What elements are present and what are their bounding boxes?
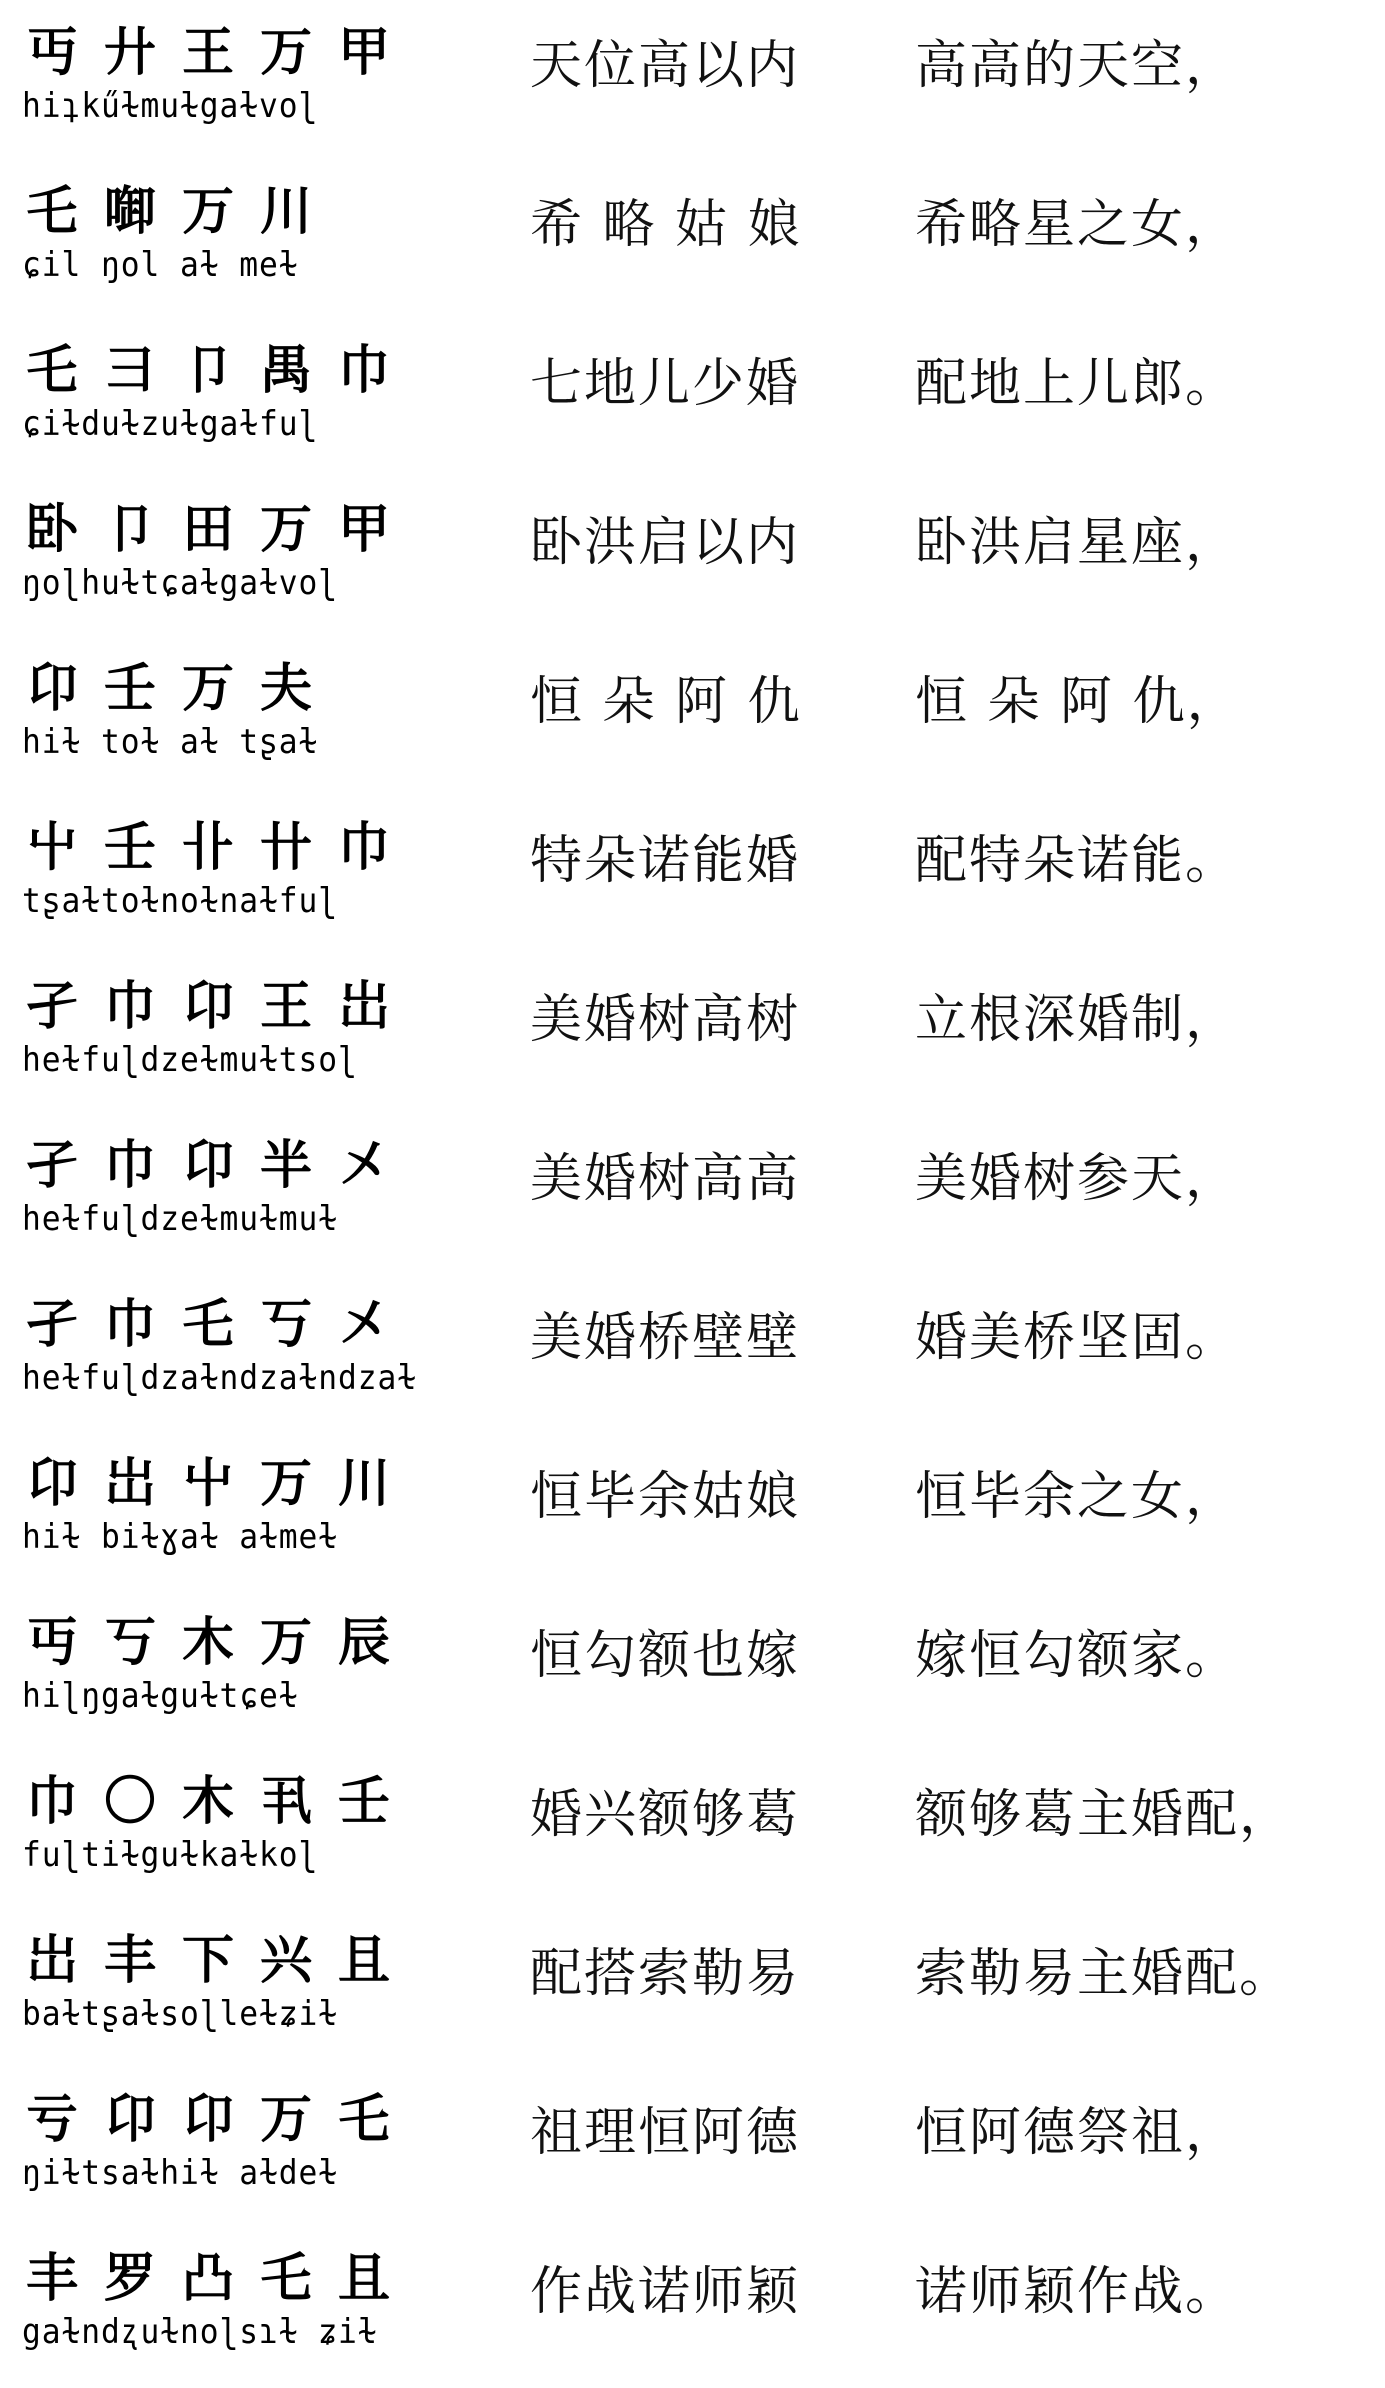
- yi-glyph: 丂: [259, 1295, 322, 1355]
- yi-glyph: 卬: [181, 2090, 244, 2150]
- verse-row: [0, 318, 1385, 477]
- yi-glyph: 丏: [25, 23, 88, 83]
- script-cell: [18, 960, 438, 1090]
- romanization-line: baɫtʂaɫsoɭleɫʑiɫ: [22, 1994, 339, 2034]
- yi-glyph: 卬: [25, 1454, 88, 1514]
- yi-script-line: [18, 10, 408, 85]
- meaning-translation: 婚美桥坚固。: [915, 1308, 1240, 1368]
- script-cell: [18, 6, 438, 136]
- yi-glyph: 木: [181, 1772, 244, 1832]
- yi-glyph: 彐: [103, 341, 166, 401]
- yi-glyph: 万: [181, 182, 244, 242]
- yi-glyph: 㐅: [337, 1136, 400, 1196]
- yi-glyph: 卬: [25, 659, 88, 719]
- yi-glyph: 且: [337, 1931, 400, 1991]
- yi-script-line: [18, 964, 408, 1039]
- yi-glyph: 卩: [103, 500, 166, 560]
- meaning-translation: 高高的天空，: [915, 36, 1240, 96]
- meaning-translation: 配特朵诺能。: [915, 831, 1240, 891]
- romanization-line: ŋiɫtsaɫhiɫ aɫdeɫ: [22, 2153, 339, 2193]
- yi-glyph: 岀: [103, 1454, 166, 1514]
- phonetic-transcription: 卧洪启以内: [530, 513, 801, 573]
- romanization-line: tʂaɫtoɫnoɫnaɫfuɭ: [22, 881, 339, 921]
- verse-row: [0, 1431, 1385, 1590]
- yi-glyph: 卝: [181, 818, 244, 878]
- verse-row: [0, 0, 1385, 159]
- verse-row: [0, 1272, 1385, 1431]
- yi-glyph: 木: [181, 1613, 244, 1673]
- yi-script-line: [18, 1759, 408, 1834]
- yi-glyph: 夫: [259, 659, 322, 719]
- yi-glyph: 禺: [259, 341, 322, 401]
- yi-script-line: [18, 646, 330, 721]
- meaning-translation: 美婚树参天，: [915, 1149, 1240, 1209]
- romanization-line: heɫfuɭdzeɫmuɫmuɫ: [22, 1199, 339, 1239]
- phonetic-transcription: 美婚树高高: [530, 1149, 801, 1209]
- verse-row: [0, 2067, 1385, 2226]
- phonetic-transcription: 七地儿少婚: [530, 354, 801, 414]
- yi-glyph: 孑: [25, 1295, 88, 1355]
- yi-glyph: 屮: [25, 818, 88, 878]
- yi-glyph: 巾: [337, 341, 400, 401]
- yi-glyph: 巾: [337, 818, 400, 878]
- meaning-translation: 嫁恒勾额家。: [915, 1626, 1240, 1686]
- romanization-line: ɕiɫduɫzuɫgaɫfuɭ: [22, 404, 319, 444]
- yi-glyph: 孑: [25, 1136, 88, 1196]
- yi-glyph: 辰: [337, 1613, 400, 1673]
- meaning-translation: 立根深婚制，: [915, 990, 1240, 1050]
- script-cell: [18, 2073, 438, 2203]
- yi-script-line: [18, 1600, 408, 1675]
- yi-glyph: 卧: [25, 500, 88, 560]
- yi-glyph: 丮: [259, 1772, 322, 1832]
- romanization-line: ŋoɭhuɫtɕaɫgaɫvoɭ: [22, 563, 339, 603]
- yi-script-line: [18, 2236, 408, 2311]
- yi-glyph: 凸: [181, 2249, 244, 2309]
- script-cell: [18, 483, 438, 613]
- yi-glyph: 屮: [181, 1454, 244, 1514]
- yi-glyph: 川: [259, 182, 322, 242]
- yi-glyph: 卬: [181, 977, 244, 1037]
- romanization-line: hiɫ toɫ aɫ tʂaɫ: [22, 722, 319, 762]
- yi-glyph: 乇: [25, 182, 88, 242]
- yi-glyph: 万: [259, 23, 322, 83]
- yi-glyph: 㐅: [337, 1295, 400, 1355]
- script-cell: [18, 1119, 438, 1249]
- script-cell: [18, 1596, 438, 1726]
- yi-glyph: 丰: [103, 1931, 166, 1991]
- yi-glyph: 罗: [103, 2249, 166, 2309]
- phonetic-transcription: 配搭索勒易: [530, 1944, 801, 2004]
- yi-glyph: 壬: [103, 818, 166, 878]
- yi-glyph: 万: [259, 1613, 322, 1673]
- phonetic-transcription: 特朵诺能婚: [530, 831, 801, 891]
- script-cell: [18, 1755, 438, 1885]
- meaning-translation: 卧洪启星座，: [915, 513, 1240, 573]
- yi-glyph: 啣: [103, 182, 166, 242]
- yi-script-line: [18, 1441, 408, 1516]
- yi-glyph: 甲: [337, 500, 400, 560]
- yi-script-line: [18, 328, 408, 403]
- yi-glyph: 王: [259, 977, 322, 1037]
- verse-row: [0, 2226, 1385, 2385]
- romanization-line: ɕil ŋol aɫ meɫ: [22, 245, 299, 285]
- meaning-translation: 索勒易主婚配。: [915, 1944, 1294, 2004]
- script-cell: [18, 801, 438, 931]
- yi-glyph: 〇: [103, 1772, 166, 1832]
- phonetic-transcription: 恒 朵 阿 仇: [530, 672, 802, 732]
- yi-script-line: [18, 169, 330, 244]
- yi-glyph: 万: [259, 2090, 322, 2150]
- yi-glyph: 丰: [25, 2249, 88, 2309]
- yi-glyph: 乇: [337, 2090, 400, 2150]
- yi-glyph: 乇: [259, 2249, 322, 2309]
- phonetic-transcription: 天位高以内: [530, 36, 801, 96]
- verse-row: [0, 1590, 1385, 1749]
- romanization-line: hiʇkűɫmuɫgaɫvoɭ: [22, 86, 319, 126]
- yi-glyph: 孑: [25, 977, 88, 1037]
- yi-script-line: [18, 1123, 408, 1198]
- meaning-translation: 希略星之女，: [915, 195, 1240, 255]
- yi-script-line: [18, 1282, 408, 1357]
- romanization-line: heɫfuɭdzeɫmuɫtsoɭ: [22, 1040, 358, 1080]
- verse-row: [0, 954, 1385, 1113]
- romanization-line: gaɫndʐuɫnoɭsɿɫ ʑiɫ: [22, 2312, 378, 2352]
- script-cell: [18, 1914, 438, 2044]
- script-cell: [18, 165, 438, 295]
- yi-glyph: 万: [181, 659, 244, 719]
- yi-glyph: 卄: [259, 818, 322, 878]
- yi-glyph: 川: [337, 1454, 400, 1514]
- phonetic-transcription: 恒毕余姑娘: [530, 1467, 801, 1527]
- yi-glyph: 巾: [25, 1772, 88, 1832]
- script-cell: [18, 642, 438, 772]
- yi-glyph: 甲: [337, 23, 400, 83]
- meaning-translation: 配地上儿郎。: [915, 354, 1240, 414]
- yi-glyph: 且: [337, 2249, 400, 2309]
- meaning-translation: 恒 朵 阿 仇，: [915, 672, 1241, 732]
- verse-row: [0, 795, 1385, 954]
- yi-script-line: [18, 1918, 408, 1993]
- yi-glyph: 壬: [337, 1772, 400, 1832]
- yi-script-line: [18, 2077, 408, 2152]
- yi-glyph: 王: [181, 23, 244, 83]
- yi-glyph: 卩: [181, 341, 244, 401]
- yi-glyph: 岀: [337, 977, 400, 1037]
- yi-glyph: 亏: [25, 2090, 88, 2150]
- meaning-translation: 恒毕余之女，: [915, 1467, 1240, 1527]
- yi-glyph: 半: [259, 1136, 322, 1196]
- phonetic-transcription: 希 略 姑 娘: [530, 195, 802, 255]
- verse-row: [0, 636, 1385, 795]
- yi-glyph: 丂: [103, 1613, 166, 1673]
- verse-row: [0, 159, 1385, 318]
- yi-glyph: 卬: [103, 2090, 166, 2150]
- yi-glyph: 壬: [103, 659, 166, 719]
- phonetic-transcription: 作战诺师颖: [530, 2262, 801, 2322]
- yi-glyph: 兴: [259, 1931, 322, 1991]
- verse-row: [0, 1908, 1385, 2067]
- yi-glyph: 下: [181, 1931, 244, 1991]
- script-cell: [18, 1278, 438, 1408]
- meaning-translation: 恒阿德祭祖，: [915, 2103, 1240, 2163]
- romanization-line: heɫfuɭdzaɫndzaɫndzaɫ: [22, 1358, 418, 1398]
- romanization-line: hiɭŋgaɫguɫtɕeɫ: [22, 1676, 299, 1716]
- yi-glyph: 万: [259, 500, 322, 560]
- script-cell: [18, 1437, 438, 1567]
- yi-glyph: 乇: [181, 1295, 244, 1355]
- phonetic-transcription: 恒勾额也嫁: [530, 1626, 801, 1686]
- phonetic-transcription: 美婚树高树: [530, 990, 801, 1050]
- yi-glyph: 乇: [25, 341, 88, 401]
- romanization-line: fuɭtiɫguɫkaɫkoɭ: [22, 1835, 319, 1875]
- verse-row: [0, 477, 1385, 636]
- yi-glyph: 巾: [103, 977, 166, 1037]
- yi-glyph: 万: [259, 1454, 322, 1514]
- meaning-translation: 额够葛主婚配，: [915, 1785, 1294, 1845]
- yi-glyph: 卬: [181, 1136, 244, 1196]
- yi-script-line: [18, 487, 408, 562]
- yi-glyph: 廾: [103, 23, 166, 83]
- meaning-translation: 诺师颖作战。: [915, 2262, 1240, 2322]
- script-cell: [18, 324, 438, 454]
- yi-script-line: [18, 805, 408, 880]
- phonetic-transcription: 祖理恒阿德: [530, 2103, 801, 2163]
- yi-glyph: 巾: [103, 1136, 166, 1196]
- romanization-line: hiɫ biɫɣaɫ aɫmeɫ: [22, 1517, 339, 1557]
- yi-glyph: 岀: [25, 1931, 88, 1991]
- verse-row: [0, 1113, 1385, 1272]
- yi-glyph: 巾: [103, 1295, 166, 1355]
- verse-row: [0, 1749, 1385, 1908]
- yi-glyph: 田: [181, 500, 244, 560]
- yi-glyph: 丏: [25, 1613, 88, 1673]
- phonetic-transcription: 婚兴额够葛: [530, 1785, 801, 1845]
- script-cell: [18, 2232, 438, 2362]
- phonetic-transcription: 美婚桥壁壁: [530, 1308, 801, 1368]
